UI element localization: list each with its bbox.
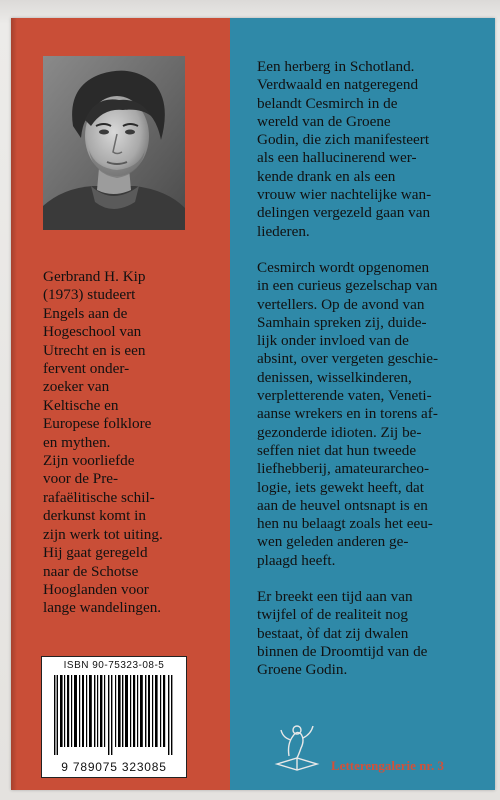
- series-label: Letterengalerie nr. 3: [331, 758, 444, 773]
- blurb-text: [257, 58, 493, 698]
- left-panel: [11, 18, 230, 790]
- author-photo: [43, 56, 185, 230]
- book-back-cover: [11, 18, 495, 790]
- publisher-logo-icon: [267, 720, 327, 776]
- blurb-paragraph-2: Cesmirch wordt opgenomen in een curieus gezelschap van vertellers. Op de avond van Samhain spreken zij, duide- lijk onder invloed van de absint, over vergeten geschie- denissen, wisselkinderen, verpletterende vaten, Veneti- aanse wrekers en in torens af- gezonderde idioten. Zij be- seffen niet dat hun tweede liefhebberij, amateurarcheo- logie, iets gewekt heeft, dat aan de heuvel ontsnapt is en hen nu belaagt zoals het eeu- wen geleden anderen ge- plaagd heeft.: [257, 258, 439, 569]
- blurb-paragraph-3: Er breekt een tijd aan van twijfel of de realiteit nog bestaat, òf dat zij dwalen binnen de Droomtijd van de Groene Godin.: [257, 588, 428, 679]
- author-portrait-image: [43, 56, 185, 230]
- ean-number: 9 789075 323085: [61, 760, 167, 774]
- blurb-paragraph-1: Een herberg in Schotland. Verdwaald en natgeregend belandt Cesmirch in de wereld van de Groene Godin, die zich manifesteert als een hallucinerend wer- kende drank en als een vrouw wier nachtelijke wan- delingen vergezeld gaan van liederen.: [257, 58, 432, 240]
- barcode-bars: [52, 675, 176, 755]
- author-bio: Gerbrand H. Kip (1973) studeert Engels aan de Hogeschool van Utrecht en is een fervent onder- zoeker van Keltische en Europese folklore en mythen. Zijn voorliefde voor de Pre- rafaëlitische schil- derkunst komt in zijn werk tot uiting. Hij gaat geregeld naar de Schotse Hooglanden voor lange wandelingen.: [43, 268, 163, 617]
- barcode: [41, 656, 187, 778]
- spine-shade: [11, 18, 17, 790]
- isbn-label: ISBN 90-75323-08-5: [63, 660, 165, 671]
